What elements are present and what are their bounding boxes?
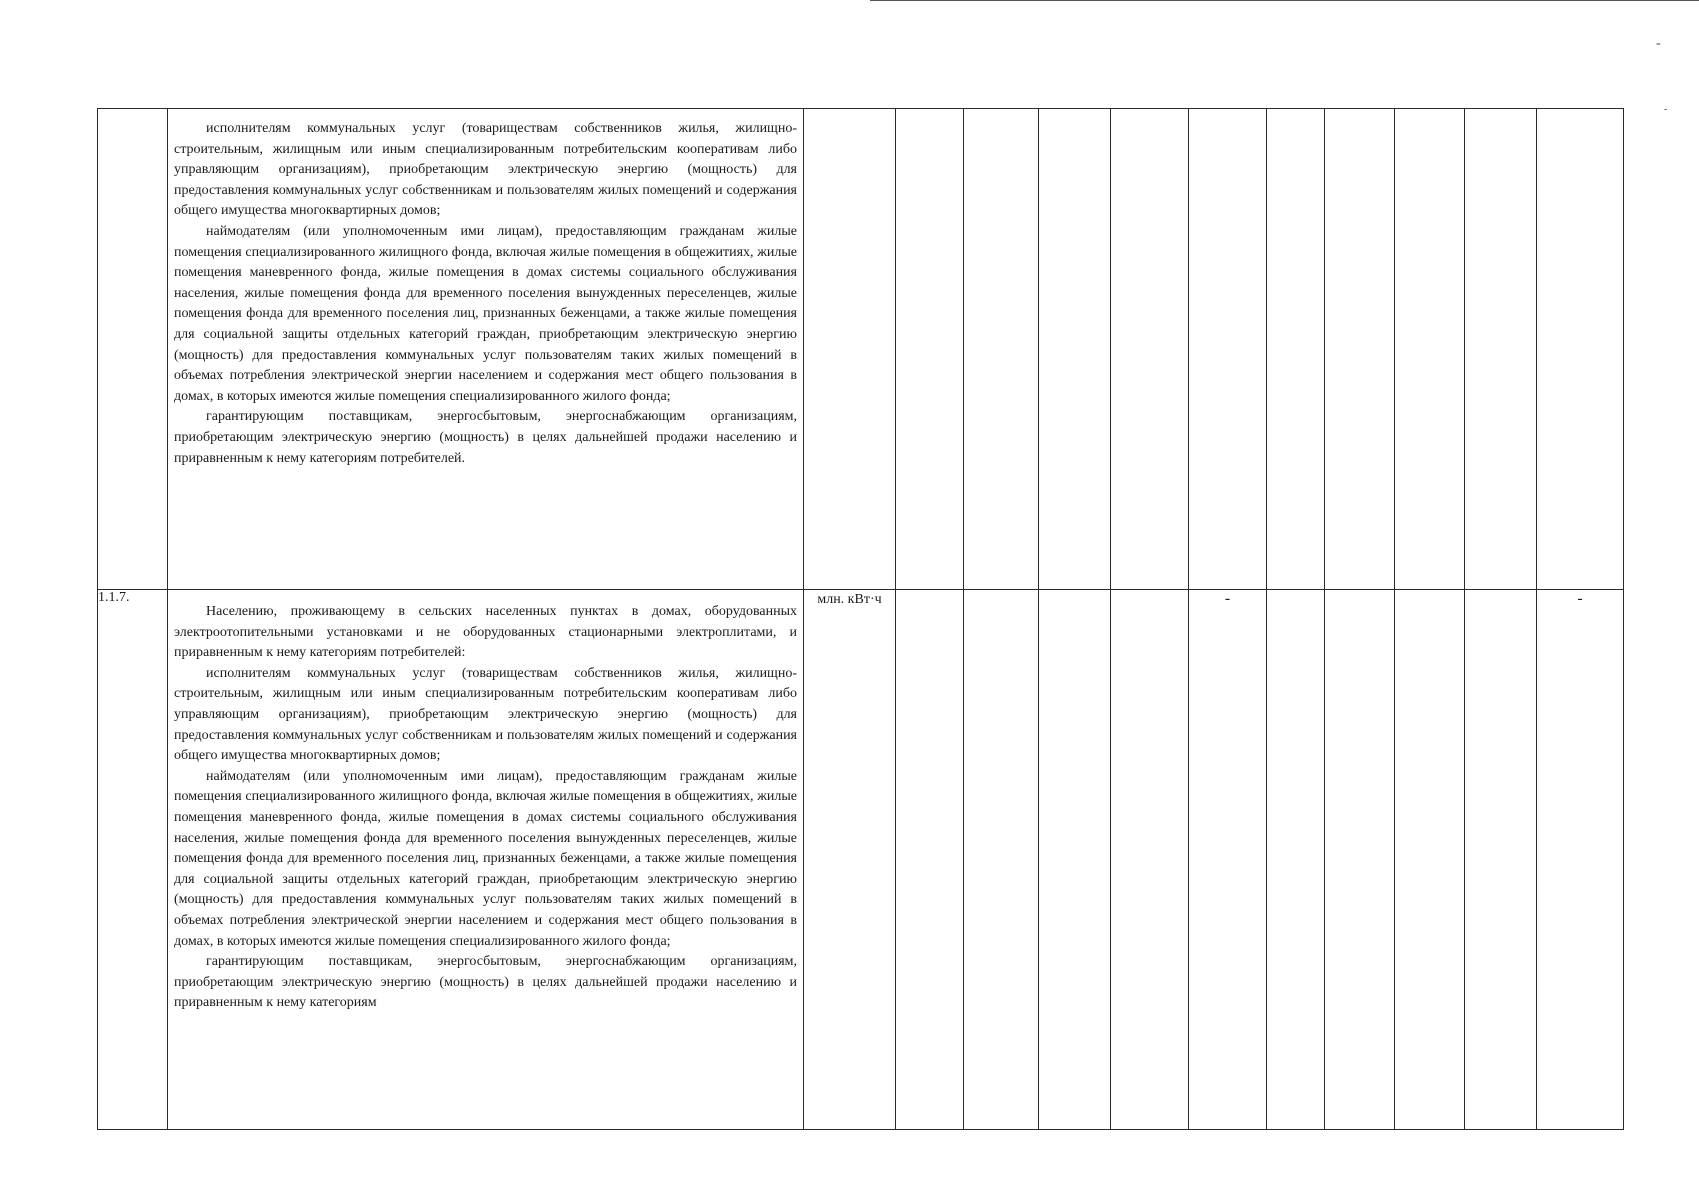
value-cell: [1395, 109, 1465, 590]
value-cell: -: [1537, 590, 1624, 1130]
value-cell: [1267, 109, 1325, 590]
value-cell: [1465, 109, 1537, 590]
row-description: [168, 590, 804, 1130]
row-number: 1.1.7.: [98, 590, 168, 1130]
paragraph: Населению, проживающему в сельских населенных пунктах в домах, оборудованных электроотопительными установками и не оборудованных стационарными электроплитами, и приравненным к нему категориям потребителей:: [174, 604, 797, 661]
value-cell: [1465, 590, 1537, 1130]
table-row: [98, 590, 1624, 1130]
row-description: [168, 109, 804, 590]
value-cell: [964, 109, 1039, 590]
edge-mark: -: [1664, 104, 1668, 115]
paragraph: наймодателям (или уполномоченным ими лицам), предоставляющим гражданам жилые помещения специализированного жилищного фонда, включая жилые помещения в общежитиях, жилые помещения маневренного фонда, жилые помещения в домах системы социального обслуживания населения, жилые помещения фонда для временного поселения вынужденных переселенцев, жилые помещения фонда для временного поселения лиц, признанных беженцами, а также жилые помещения для социальной защиты отдельных категорий граждан, приобретающим электрическую энергию (мощность) для предоставления коммунальных услуг пользователям таких жилых помещений в объемах потребления электрической энергии населением и содержания мест общего пользования в домах, в которых имеются жилые помещения специализированного жилого фонда;: [174, 223, 797, 404]
unit-cell: млн. кВт·ч: [804, 590, 896, 1130]
paragraph: наймодателям (или уполномоченным ими лицам), предоставляющим гражданам жилые помещения специализированного жилищного фонда, включая жилые помещения в общежитиях, жилые помещения маневренного фонда, жилые помещения в домах системы социального обслуживания населения, жилые помещения фонда для временного поселения вынужденных переселенцев, жилые помещения фонда для временного поселения лиц, признанных беженцами, а также жилые помещения для социальной защиты отдельных категорий граждан, приобретающим электрическую энергию (мощность) для предоставления коммунальных услуг пользователям таких жилых помещений в объемах потребления электрической энергии населением и содержания мест общего пользования в домах, в которых имеются жилые помещения специализированного жилого фонда;: [174, 768, 797, 949]
row-number: [98, 109, 168, 590]
value-cell: [1039, 590, 1111, 1130]
value-cell: [1111, 590, 1189, 1130]
value-cell: [1189, 109, 1267, 590]
table-row: [98, 109, 1624, 590]
value-cell: [896, 109, 964, 590]
value-cell: [1325, 590, 1395, 1130]
value-cell: [1537, 109, 1624, 590]
paragraph: гарантирующим поставщикам, энергосбытовым, энергоснабжающим организациям, приобретающим электрическую энергию (мощность) в целях дальнейшей продажи населению и приравненным к нему категориям потребителей.: [174, 409, 797, 466]
value-cell: [1111, 109, 1189, 590]
value-cell: [964, 590, 1039, 1130]
unit-cell: [804, 109, 896, 590]
value-cell: [1325, 109, 1395, 590]
value-cell: [1395, 590, 1465, 1130]
paragraph: исполнителям коммунальных услуг (товариществам собственников жилья, жилищно-строительным, жилищным или иным специализированным потребительским кооперативам либо управляющим организациям), приобретающим электрическую энергию (мощность) для предоставления коммунальных услуг собственникам и пользователям жилых помещений и содержания общего имущества многоквартирных домов;: [174, 121, 797, 219]
tariff-table: [97, 108, 1624, 1130]
value-cell: [896, 590, 964, 1130]
value-cell: [1039, 109, 1111, 590]
page-top-rule: [870, 0, 1699, 1]
paragraph: гарантирующим поставщикам, энергосбытовым, энергоснабжающим организациям, приобретающим электрическую энергию (мощность) в целях дальнейшей продажи населению и приравненным к нему категориям: [174, 954, 797, 1011]
value-cell: [1267, 590, 1325, 1130]
corner-mark: -: [1656, 36, 1661, 51]
value-cell: -: [1189, 590, 1267, 1130]
paragraph: исполнителям коммунальных услуг (товариществам собственников жилья, жилищно-строительным, жилищным или иным специализированным потребительским кооперативам либо управляющим организациям), приобретающим электрическую энергию (мощность) для предоставления коммунальных услуг собственникам и пользователям жилых помещений и содержания общего имущества многоквартирных домов;: [174, 665, 797, 764]
